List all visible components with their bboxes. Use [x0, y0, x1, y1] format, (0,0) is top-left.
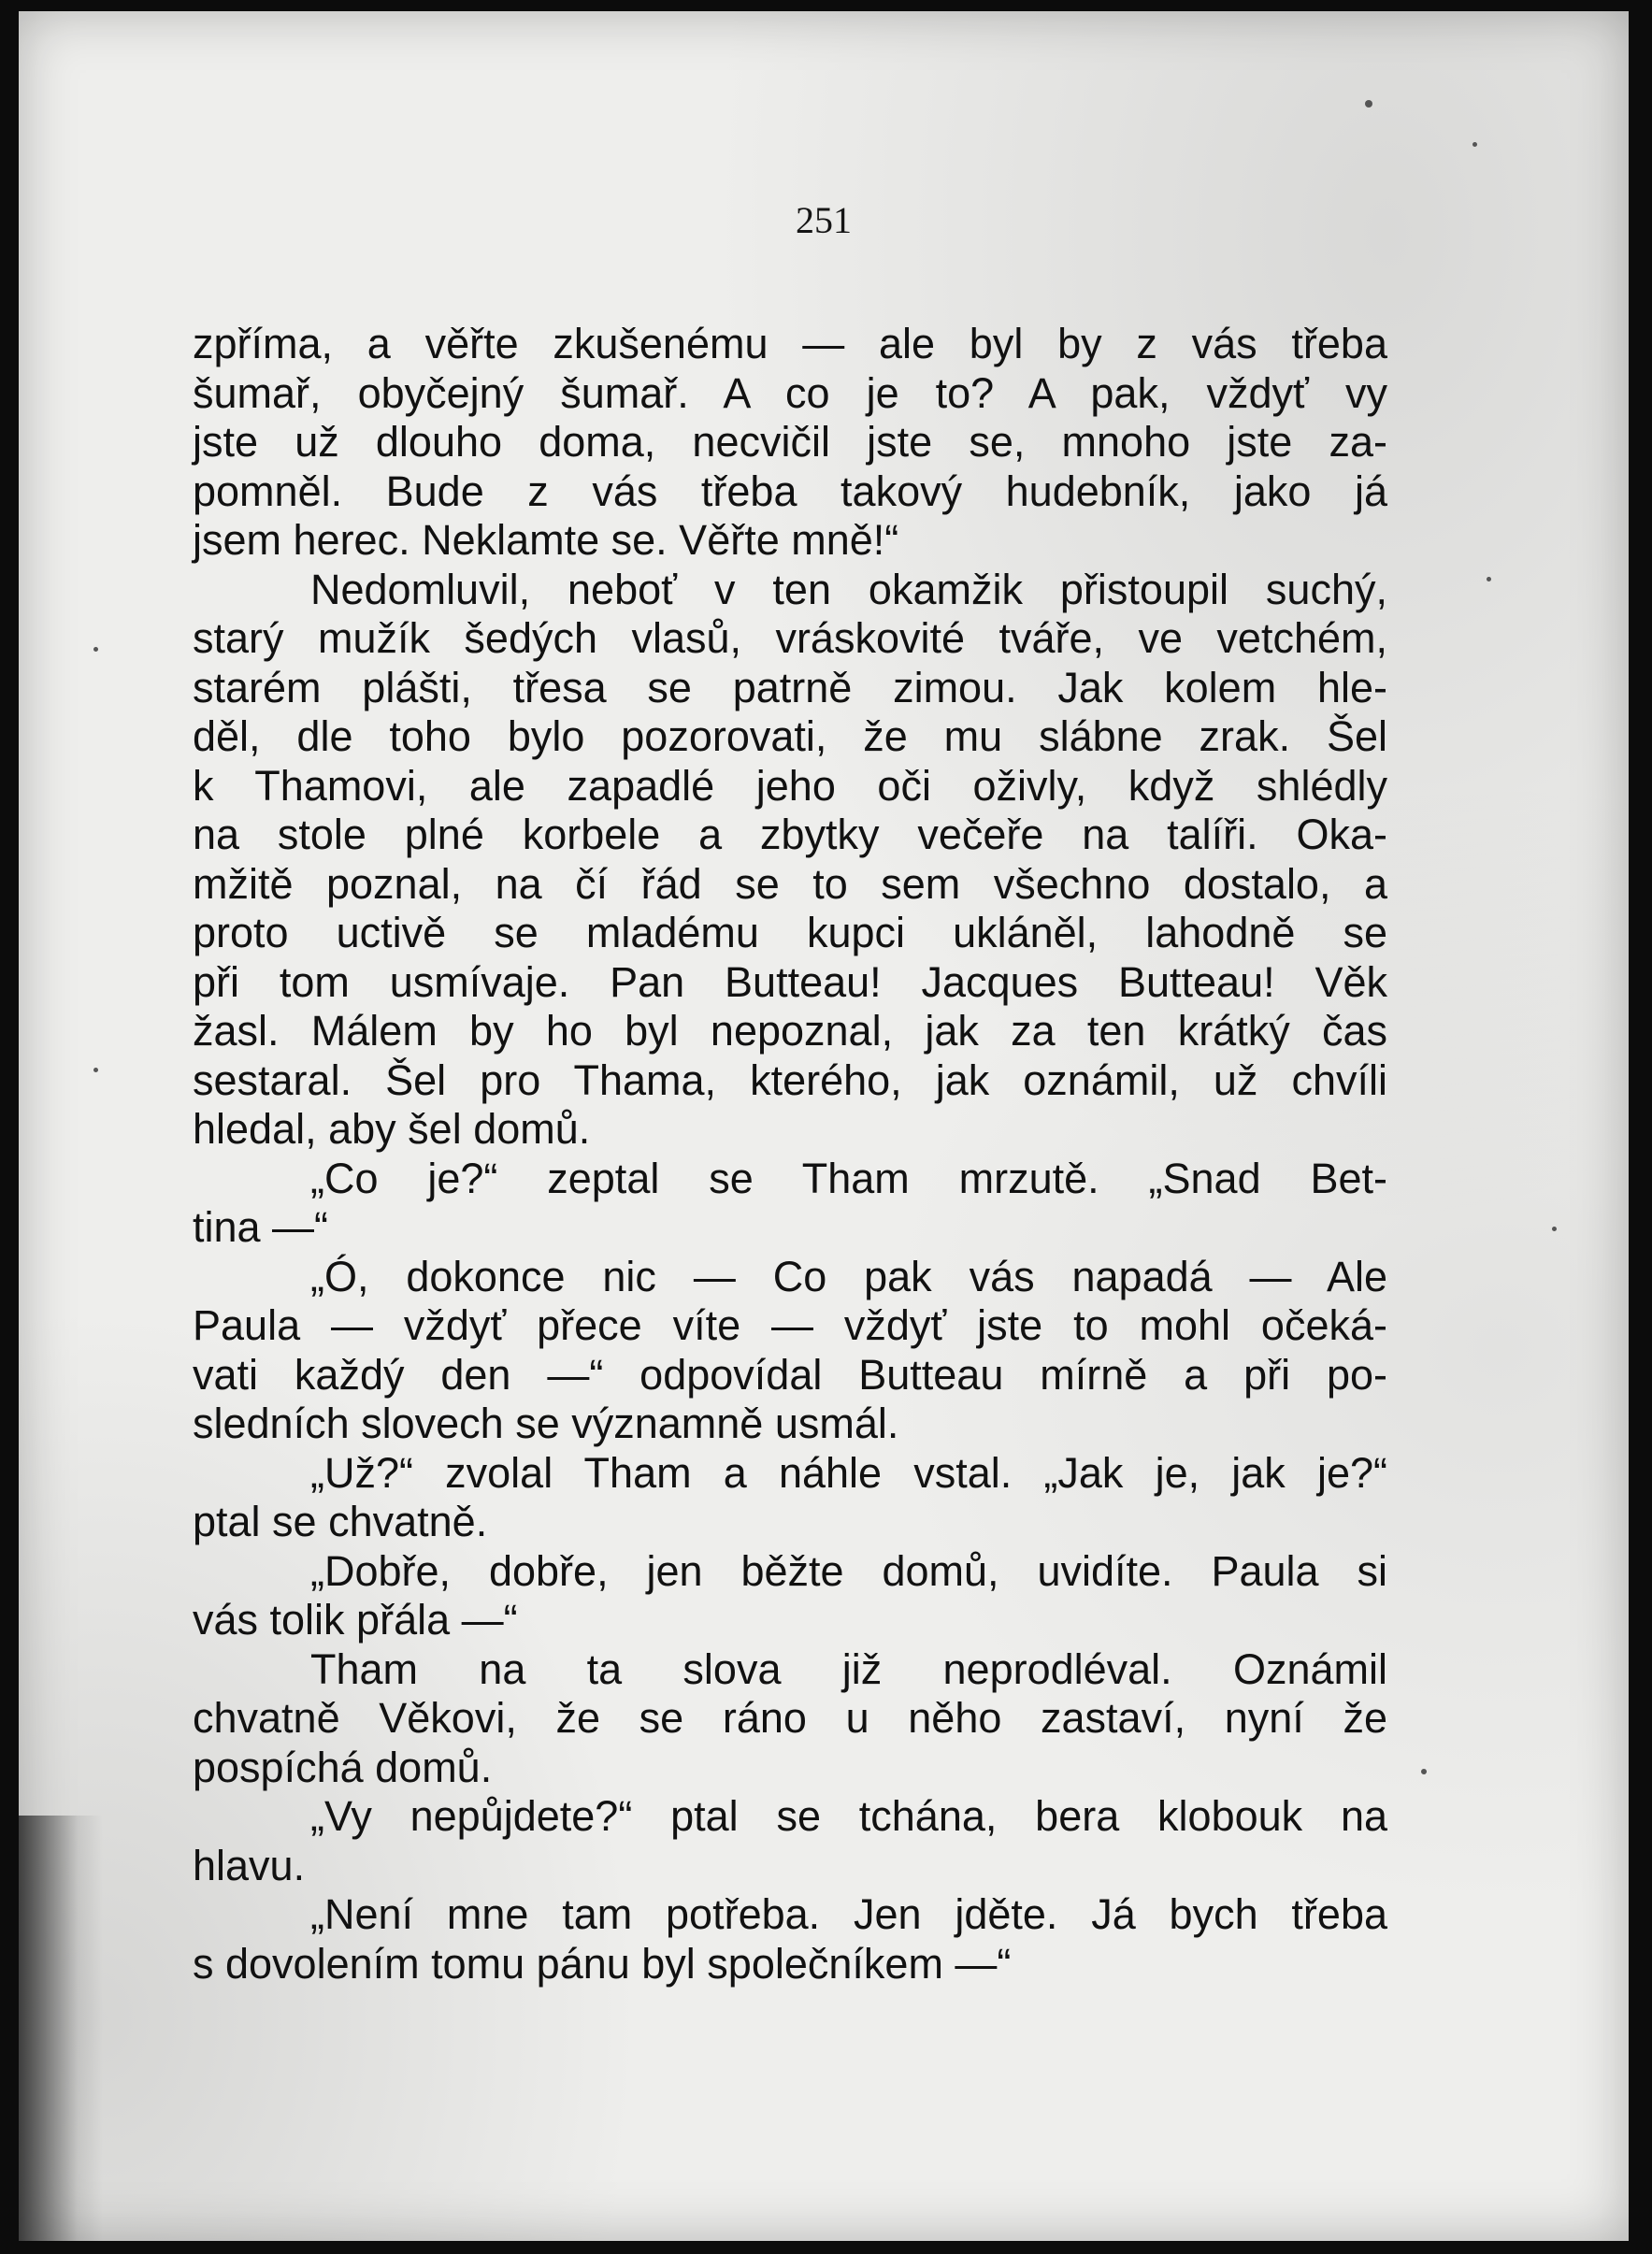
- text-line: „Už?“ zvolal Tham a náhle vstal. „Jak je, jak je?“: [310, 1448, 1387, 1497]
- text-line: ptal se chvatně.: [193, 1498, 488, 1545]
- text-line: starém plášti, třesa se patrně zimou. Jak kolem hle-: [193, 663, 1387, 711]
- text-line: na stole plné korbele a zbytky večeře na talíři. Oka-: [193, 811, 1387, 858]
- text-line: hledal, aby šel domů.: [193, 1105, 591, 1153]
- text-line: „Ó, dokonce nic — Co pak vás napadá — Ale: [310, 1252, 1387, 1300]
- text-line: žasl. Málem by ho byl nepoznal, jak za ten krátký čas: [193, 1007, 1387, 1055]
- paper-speck: [1365, 100, 1372, 108]
- text-line: sledních slovech se významně usmál.: [193, 1400, 899, 1447]
- page-number: 251: [796, 199, 852, 241]
- text-line: jste už dlouho doma, necvičil jste se, mnoho jste za-: [193, 418, 1387, 466]
- text-line: vás tolik přála —“: [193, 1596, 518, 1644]
- text-line: děl, dle toho bylo pozorovati, že mu slábne zrak. Šel: [193, 712, 1387, 760]
- text-line: hlavu.: [193, 1841, 306, 1889]
- paper-speck: [1472, 142, 1477, 147]
- text-line: proto uctivě se mladému kupci ukláněl, lahodně se: [193, 909, 1387, 956]
- paper-speck: [93, 1068, 98, 1072]
- text-line: k Thamovi, ale zapadlé jeho oči oživly, když shlédly: [193, 761, 1387, 810]
- paper-speck: [93, 647, 98, 652]
- text-line: chvatně Věkovi, že se ráno u něho zastaví, nyní že: [193, 1694, 1387, 1742]
- text-line: „Co je?“ zeptal se Tham mrzutě. „Snad Bet-: [310, 1154, 1387, 1202]
- page-edge-shadow: [19, 1816, 103, 2241]
- text-line: Paula — vždyť přece víte — vždyť jste to mohl očeká-: [193, 1301, 1387, 1349]
- text-line: vati každý den —“ odpovídal Butteau mírně a při po-: [193, 1350, 1387, 1399]
- text-line: Nedomluvil, neboť v ten okamžik přistoupil suchý,: [310, 565, 1387, 613]
- text-line: jsem herec. Neklamte se. Věřte mně!“: [193, 516, 899, 564]
- text-line: při tom usmívaje. Pan Butteau! Jacques Butteau! Věk: [193, 957, 1387, 1006]
- book-page: [19, 11, 1629, 2241]
- paper-speck: [1421, 1769, 1427, 1774]
- body-text: [193, 320, 1387, 1988]
- text-line: Tham na ta slova již neprodléval. Oznámil: [310, 1644, 1387, 1693]
- text-line: „Dobře, dobře, jen běžte domů, uvidíte. Paula si: [310, 1546, 1387, 1595]
- text-line: „Vy nepůjdete?“ ptal se tchána, bera klobouk na: [310, 1792, 1387, 1840]
- text-line: pomněl. Bude z vás třeba takový hudebník, jako já: [193, 467, 1387, 515]
- text-line: „Není mne tam potřeba. Jen jděte. Já bych třeba: [310, 1890, 1387, 1938]
- paper-speck: [1552, 1227, 1557, 1231]
- paper-speck: [1487, 577, 1491, 581]
- text-line: s dovolením tomu pánu byl společníkem —“: [193, 1939, 1012, 1988]
- text-line: pospíchá domů.: [193, 1743, 493, 1791]
- text-line: šumař, obyčejný šumař. A co je to? A pak, vždyť vy: [193, 368, 1387, 417]
- text-line: sestaral. Šel pro Thama, kterého, jak oznámil, už chvíli: [193, 1055, 1387, 1104]
- text-line: tina —“: [193, 1203, 329, 1251]
- text-line: mžitě poznal, na čí řád se to sem všechno dostalo, a: [193, 859, 1387, 908]
- text-line: zpříma, a věřte zkušenému — ale byl by z vás třeba: [193, 320, 1387, 367]
- text-line: starý mužík šedých vlasů, vráskovité tváře, ve vetchém,: [193, 614, 1387, 662]
